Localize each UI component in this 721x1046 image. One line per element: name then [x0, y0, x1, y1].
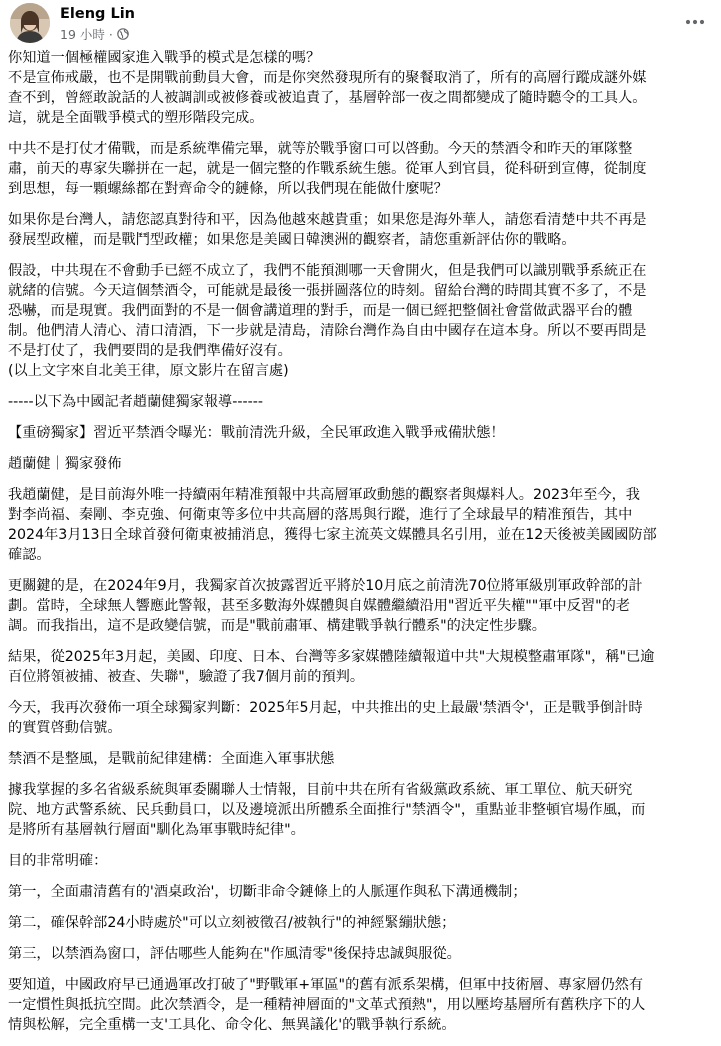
post-text-line: 發展型政權，而是戰鬥型政權；如果您是美國日韓澳洲的觀察者，請您重新評估你的戰略。	[8, 232, 576, 248]
post-paragraph	[8, 882, 713, 902]
post-time[interactable]: 19 小時	[60, 27, 105, 42]
post-text-line: 【重磅獨家】習近平禁酒令曝光：戰前清洗升級，全民軍政進入戰爭戒備狀態！	[8, 425, 505, 441]
post-text-line: 趙蘭健｜獨家發佈	[8, 456, 122, 472]
post-meta	[60, 25, 129, 43]
post-body	[8, 48, 713, 1046]
globe-icon[interactable]	[117, 28, 129, 40]
post-text-line: 調。而我指出，這不是政變信號，而是"戰前肅軍、構建戰爭執行體系"的決定性步驟。	[8, 618, 546, 634]
post-text-line: 恐嚇，而是現實。我們面對的不是一個會講道理的對手，而是一個已經把整個社會當做武器平台的體	[8, 303, 633, 319]
post-text-line: 劃。當時，全球無人響應此警報，甚至多數海外媒體與自媒體繼續沿用"習近平失權""軍中反習"的老	[8, 598, 630, 614]
avatar[interactable]	[10, 3, 50, 43]
post-paragraph	[8, 576, 713, 636]
post-text-line: 不是宣佈戒嚴，也不是開戰前動員大會，而是你突然發現所有的聚餐取消了，所有的高層行蹤成謎外媒	[8, 70, 647, 86]
post-text-line: 據我掌握的多名省級系統與軍委關聯人士情報，目前中共在所有省級黨政系統、軍工單位、航天研究	[8, 782, 633, 798]
post-text-line: 查不到，曾經敢說話的人被調訓或被修養或被追責了，基層幹部一夜之間都變成了隨時聽令的工具人。	[8, 90, 647, 106]
post-text-line: 禁酒不是整風，是戰前紀律建構：全面進入軍事狀態	[8, 751, 335, 767]
post-text-line: 第一，全面肅清舊有的'酒桌政治'，切斷非命令鏈條上的人脈運作與私下溝通機制；	[8, 884, 527, 900]
post-paragraph	[8, 851, 713, 871]
post-text-line: 假設，中共現在不會動手已經不成立了，我們不能預測哪一天會開火，但是我們可以識別戰爭系統正在	[8, 263, 647, 279]
meta-separator: ·	[108, 26, 113, 42]
post-text-line: 是將所有基層執行層面"馴化為軍事戰時紀律"。	[8, 822, 305, 838]
post-text-line: 確認。	[8, 547, 51, 563]
post-text-line: 的實質啓動信號。	[8, 720, 122, 736]
post-text-line: 對李尚福、秦剛、李克強、何衛東等多位中共高層的落馬與行蹤，進行了全球最早的精准預告，其中	[8, 507, 633, 523]
author-name[interactable]: Eleng Lin	[60, 6, 135, 22]
post-paragraph	[8, 749, 713, 769]
post-text-line: 到思想，每一顆螺絲都在對齊命令的鏈條，所以我們現在能做什麼呢？	[8, 181, 448, 197]
post-text-line: 2024年3月13日全球首發何衛東被捕消息，獲得七家主流英文媒體具名引用，並在12天後被美國國防部	[8, 527, 657, 543]
post-paragraph	[8, 261, 713, 381]
post-text-line: 你知道一個極權國家進入戰爭的模式是怎樣的嗎？	[8, 50, 321, 66]
post-text-line: 今天，我再次發佈一項全球獨家判斷：2025年5月起，中共推出的史上最嚴'禁酒令'，正是戰爭倒計時	[8, 700, 643, 716]
post-text-line: 院、地方武警系統、民兵動員口，以及邊境派出所體系全面推行"禁酒令"，重點並非整頓官場作風，而	[8, 802, 646, 818]
post-text-line: 結果，從2025年3月起，美國、印度、日本、台灣等多家媒體陸續報道中共"大規模整肅軍隊"，稱"已逾	[8, 649, 655, 665]
post-paragraph	[8, 48, 713, 128]
post-paragraph	[8, 913, 713, 933]
post-text-line: -----以下為中國記者趙蘭健獨家報導------	[8, 394, 263, 410]
post-paragraph	[8, 454, 713, 474]
post-text-line: 我趙蘭健，是目前海外唯一持續兩年精准預報中共高層軍政動態的觀察者與爆料人。2023年至今，我	[8, 487, 640, 503]
avatar-image	[10, 3, 50, 43]
post-text-line: 一定慣性與抵抗空間。此次禁酒令，是一種精神層面的"文革式預熱"，用以壓垮基層所有舊秩序下的人	[8, 997, 646, 1013]
more-icon[interactable]	[683, 12, 707, 32]
post-paragraph	[8, 647, 713, 687]
post-text-line: 百位將領被捕、被查、失聯"，驗證了我7個月前的預判。	[8, 669, 365, 685]
post-paragraph	[8, 485, 713, 565]
post-paragraph	[8, 975, 713, 1035]
post-text-line: (以上文字來自北美王律，原文影片在留言處)	[8, 363, 289, 379]
post-text-line: 制。他們清人清心、清口清酒，下一步就是清島，清除台灣作為自由中國存在這本身。所以不要再問是	[8, 323, 647, 339]
post-paragraph	[8, 392, 713, 412]
post-text-line: 就緒的信號。今天這個禁酒令，可能就是最後一張拼圖落位的時刻。留給台灣的時間其實不多了，不是	[8, 283, 647, 299]
post-text-line: 要知道，中國政府早已通過軍改打破了"野戰軍+軍區"的舊有派系架構，但軍中技術層、專家層仍然有	[8, 977, 644, 993]
post-paragraph	[8, 944, 713, 964]
post-text-line: 這，就是全面戰爭模式的塑形階段完成。	[8, 110, 264, 126]
post-text-line: 更關鍵的是，在2024年9月，我獨家首次披露習近平將於10月底之前清洗70位將軍級別軍政幹部的計	[8, 578, 643, 594]
post-text-line: 第三，以禁酒為窗口，評估哪些人能夠在"作風清零"後保持忠誠與服從。	[8, 946, 461, 962]
post-paragraph	[8, 423, 713, 443]
post-paragraph	[8, 139, 713, 199]
post-text-line: 中共不是打仗才備戰，而是系統準備完畢，就等於戰爭窗口可以啓動。今天的禁酒令和昨天的軍隊整	[8, 141, 633, 157]
post-text-line: 目的非常明確：	[8, 853, 108, 869]
post-paragraph	[8, 780, 713, 840]
post-header	[0, 0, 721, 46]
post-paragraph	[8, 210, 713, 250]
post-text-line: 如果你是台灣人，請您認真對待和平，因為他越來越貴重；如果您是海外華人，請您看清楚中共不再是	[8, 212, 647, 228]
post-text-line: 第二，確保幹部24小時處於"可以立刻被徵召/被執行"的神經緊繃狀態；	[8, 915, 456, 931]
post-text-line: 情與松解，完全重構一支'工具化、命令化、無異議化'的戰爭執行系統。	[8, 1017, 456, 1033]
post-text-line: 肅，前天的專家失聯拼在一起，就是一個完整的作戰系統生態。從軍人到官員，從科研到宣傳，從制度	[8, 161, 647, 177]
post-text-line: 不是打仗了，我們要問的是我們準備好沒有。	[8, 343, 292, 359]
post-paragraph	[8, 698, 713, 738]
